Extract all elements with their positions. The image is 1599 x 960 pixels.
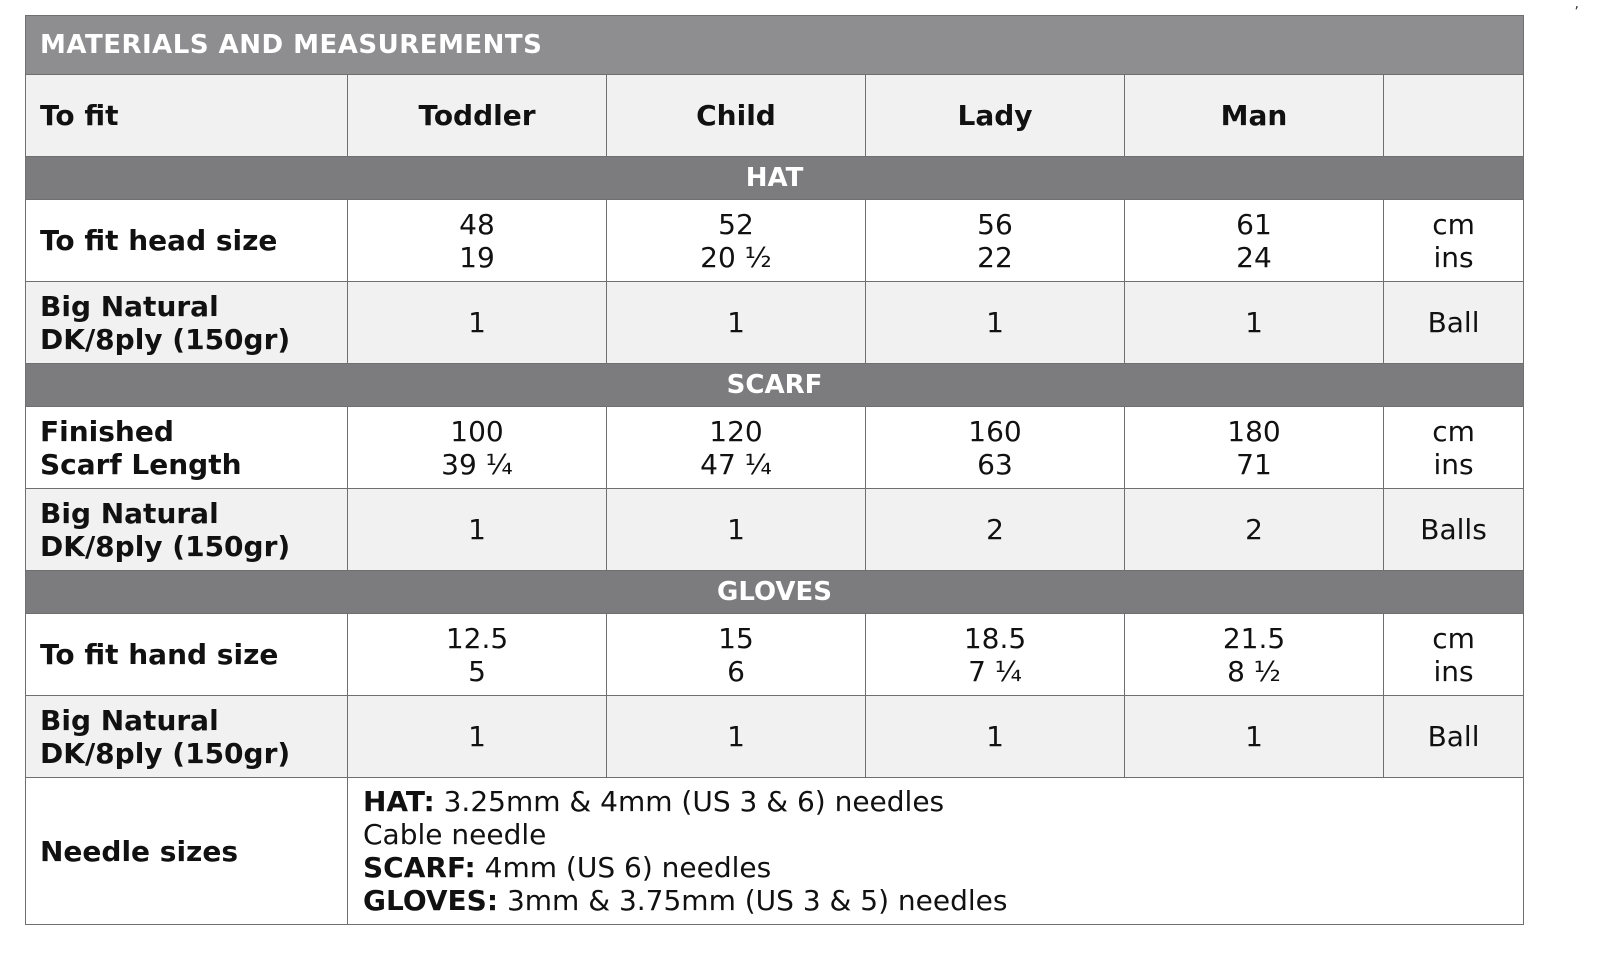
table-title: MATERIALS AND MEASUREMENTS xyxy=(26,16,1524,75)
value-cell: 1 xyxy=(348,489,607,571)
size-lady: Lady xyxy=(866,75,1125,157)
unit-cell: cm ins xyxy=(1384,614,1524,696)
value-cell: 52 20 ½ xyxy=(607,200,866,282)
value-cell: 1 xyxy=(607,696,866,778)
unit-cell: cm ins xyxy=(1384,407,1524,489)
unit-cell: Ball xyxy=(1384,282,1524,364)
value-cell: 15 6 xyxy=(607,614,866,696)
table-row xyxy=(26,200,1524,282)
section-gloves: GLOVES xyxy=(26,571,1524,614)
unit-cell: Balls xyxy=(1384,489,1524,571)
section-hat: HAT xyxy=(26,157,1524,200)
needle-gloves: GLOVES: 3mm & 3.75mm (US 3 & 5) needles xyxy=(363,884,1008,917)
value-cell: 56 22 xyxy=(866,200,1125,282)
size-man: Man xyxy=(1125,75,1384,157)
needle-scarf: SCARF: 4mm (US 6) needles xyxy=(363,851,772,884)
table-row xyxy=(26,407,1524,489)
value-cell: 100 39 ¼ xyxy=(348,407,607,489)
value-cell: 1 xyxy=(866,282,1125,364)
title-row xyxy=(26,16,1524,75)
size-toddler: Toddler xyxy=(348,75,607,157)
value-cell: 1 xyxy=(866,696,1125,778)
header-row xyxy=(26,75,1524,157)
value-cell: 160 63 xyxy=(866,407,1125,489)
row-label: Finished Scarf Length xyxy=(26,407,348,489)
row-label: To fit head size xyxy=(26,200,348,282)
size-child: Child xyxy=(607,75,866,157)
value-cell: 180 71 xyxy=(1125,407,1384,489)
needle-row xyxy=(26,778,1524,925)
value-cell: 2 xyxy=(866,489,1125,571)
row-label: Big Natural DK/8ply (150gr) xyxy=(26,696,348,778)
value-cell: 2 xyxy=(1125,489,1384,571)
value-cell: 120 47 ¼ xyxy=(607,407,866,489)
section-row-scarf xyxy=(26,364,1524,407)
needle-details xyxy=(348,778,1524,925)
value-cell: 1 xyxy=(348,696,607,778)
needle-hat: HAT: 3.25mm & 4mm (US 3 & 6) needles xyxy=(363,785,945,818)
value-cell: 1 xyxy=(1125,282,1384,364)
section-row-gloves xyxy=(26,571,1524,614)
value-cell: 18.5 7 ¼ xyxy=(866,614,1125,696)
value-cell: 12.5 5 xyxy=(348,614,607,696)
row-label: Big Natural DK/8ply (150gr) xyxy=(26,489,348,571)
value-cell: 21.5 8 ½ xyxy=(1125,614,1384,696)
header-unit xyxy=(1384,75,1524,157)
table-row xyxy=(26,282,1524,364)
table-row xyxy=(26,614,1524,696)
value-cell: 1 xyxy=(1125,696,1384,778)
row-label: To fit hand size xyxy=(26,614,348,696)
unit-cell: Ball xyxy=(1384,696,1524,778)
needle-cable: Cable needle xyxy=(363,818,547,851)
needle-label: Needle sizes xyxy=(26,778,348,925)
value-cell: 61 24 xyxy=(1125,200,1384,282)
value-cell: 48 19 xyxy=(348,200,607,282)
unit-cell: cm ins xyxy=(1384,200,1524,282)
table-row xyxy=(26,489,1524,571)
section-row-hat xyxy=(26,157,1524,200)
materials-table xyxy=(25,15,1524,925)
section-scarf: SCARF xyxy=(26,364,1524,407)
header-label: To fit xyxy=(26,75,348,157)
value-cell: 1 xyxy=(607,282,866,364)
value-cell: 1 xyxy=(348,282,607,364)
row-label: Big Natural DK/8ply (150gr) xyxy=(26,282,348,364)
table-row xyxy=(26,696,1524,778)
corner-mark: , xyxy=(1574,0,1579,12)
value-cell: 1 xyxy=(607,489,866,571)
